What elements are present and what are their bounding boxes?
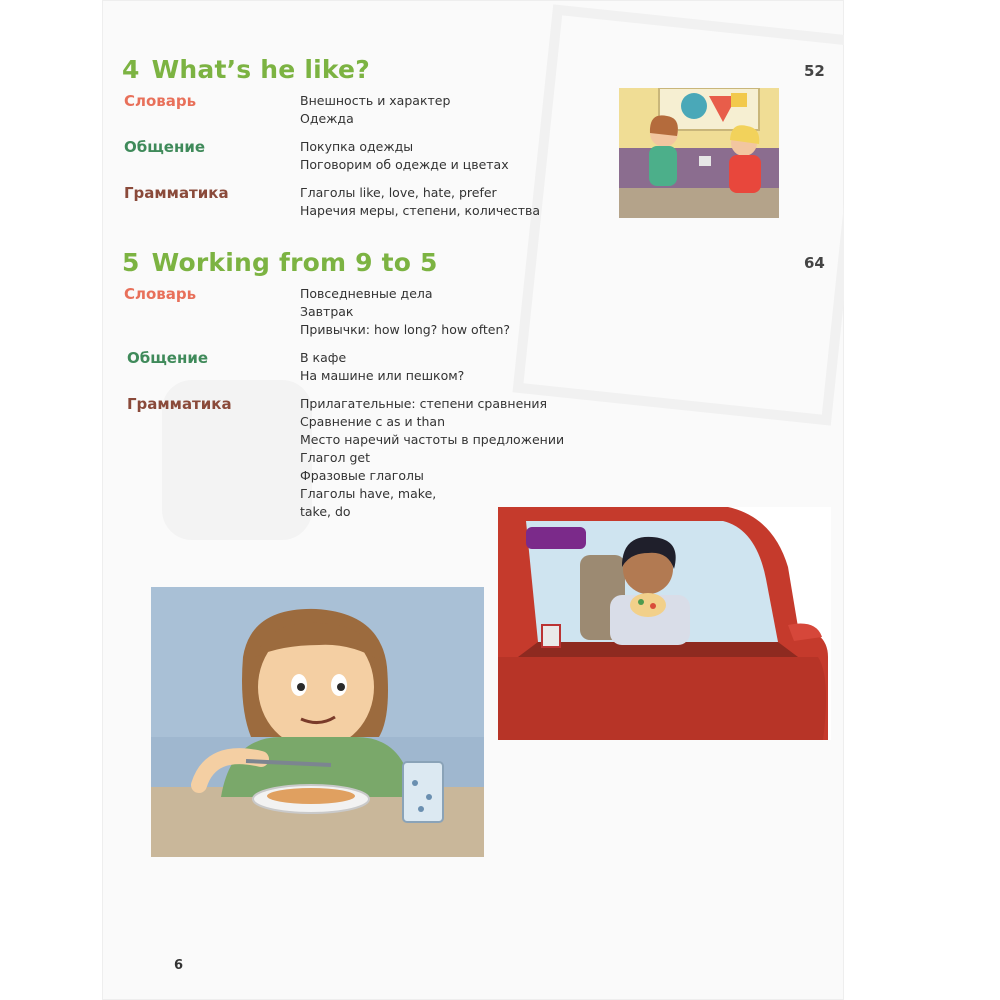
toc-item: Место наречий частоты в предложении <box>300 432 565 447</box>
toc-item: Поговорим об одежде и цветах <box>300 157 509 172</box>
unit-4-grammar-items <box>300 184 540 220</box>
unit-4-vocabulary-items <box>300 92 450 128</box>
unit-4-page-number: 52 <box>804 62 825 80</box>
toc-item: Глаголы have, make, <box>300 486 437 501</box>
toc-item: Прилагательные: степени сравнения <box>300 396 548 411</box>
toc-item: Покупка одежды <box>300 139 414 154</box>
toc-item: Повседневные дела <box>300 286 433 301</box>
toc-item: Привычки: how long? how often? <box>300 322 511 337</box>
unit-4-communication-items <box>300 138 509 174</box>
unit-4-illustration <box>619 88 779 218</box>
toc-item: Завтрак <box>300 304 354 319</box>
toc-item: Внешность и характер <box>300 93 451 108</box>
toc-item: Фразовые глаголы <box>300 468 424 483</box>
woman-eating-soup-illustration <box>151 587 484 857</box>
toc-item: Глаголы like, love, hate, prefer <box>300 185 497 200</box>
soup-illustration <box>151 587 484 857</box>
page-folio-number: 6 <box>174 958 184 973</box>
toc-item: Одежда <box>300 111 354 126</box>
unit-5-page-number: 64 <box>804 254 825 272</box>
toc-item: Наречия меры, степени, количества <box>300 203 541 218</box>
toc-item: В кафе <box>300 350 347 365</box>
unit-4-communication-label: Общение <box>124 138 206 156</box>
unit-title-text: What’s he like? <box>151 55 370 84</box>
unit-5-grammar-label: Грамматика <box>127 395 232 413</box>
toc-item: На машине или пешком? <box>300 368 465 383</box>
unit-5-title <box>122 248 438 277</box>
man-eating-in-car-illustration <box>498 507 831 740</box>
bleed-through-heading <box>282 2 287 18</box>
unit-5-vocabulary-items <box>300 285 510 339</box>
girls-on-sofa-illustration <box>619 88 779 218</box>
unit-5-communication-items <box>300 349 464 385</box>
car-illustration <box>498 507 831 740</box>
unit-number: 5 <box>122 248 140 277</box>
unit-4-title <box>122 55 370 84</box>
unit-number: 4 <box>122 55 140 84</box>
unit-4-vocabulary-label: Словарь <box>124 92 197 110</box>
unit-5-communication-label: Общение <box>127 349 209 367</box>
unit-4-grammar-label: Грамматика <box>124 184 229 202</box>
toc-item: take, do <box>300 504 351 519</box>
toc-item: Глагол get <box>300 450 370 465</box>
toc-item: Сравнение с as и than <box>300 414 446 429</box>
unit-title-text: Working from 9 to 5 <box>151 248 438 277</box>
unit-5-vocabulary-label: Словарь <box>124 285 197 303</box>
unit-5-grammar-items <box>300 395 564 521</box>
